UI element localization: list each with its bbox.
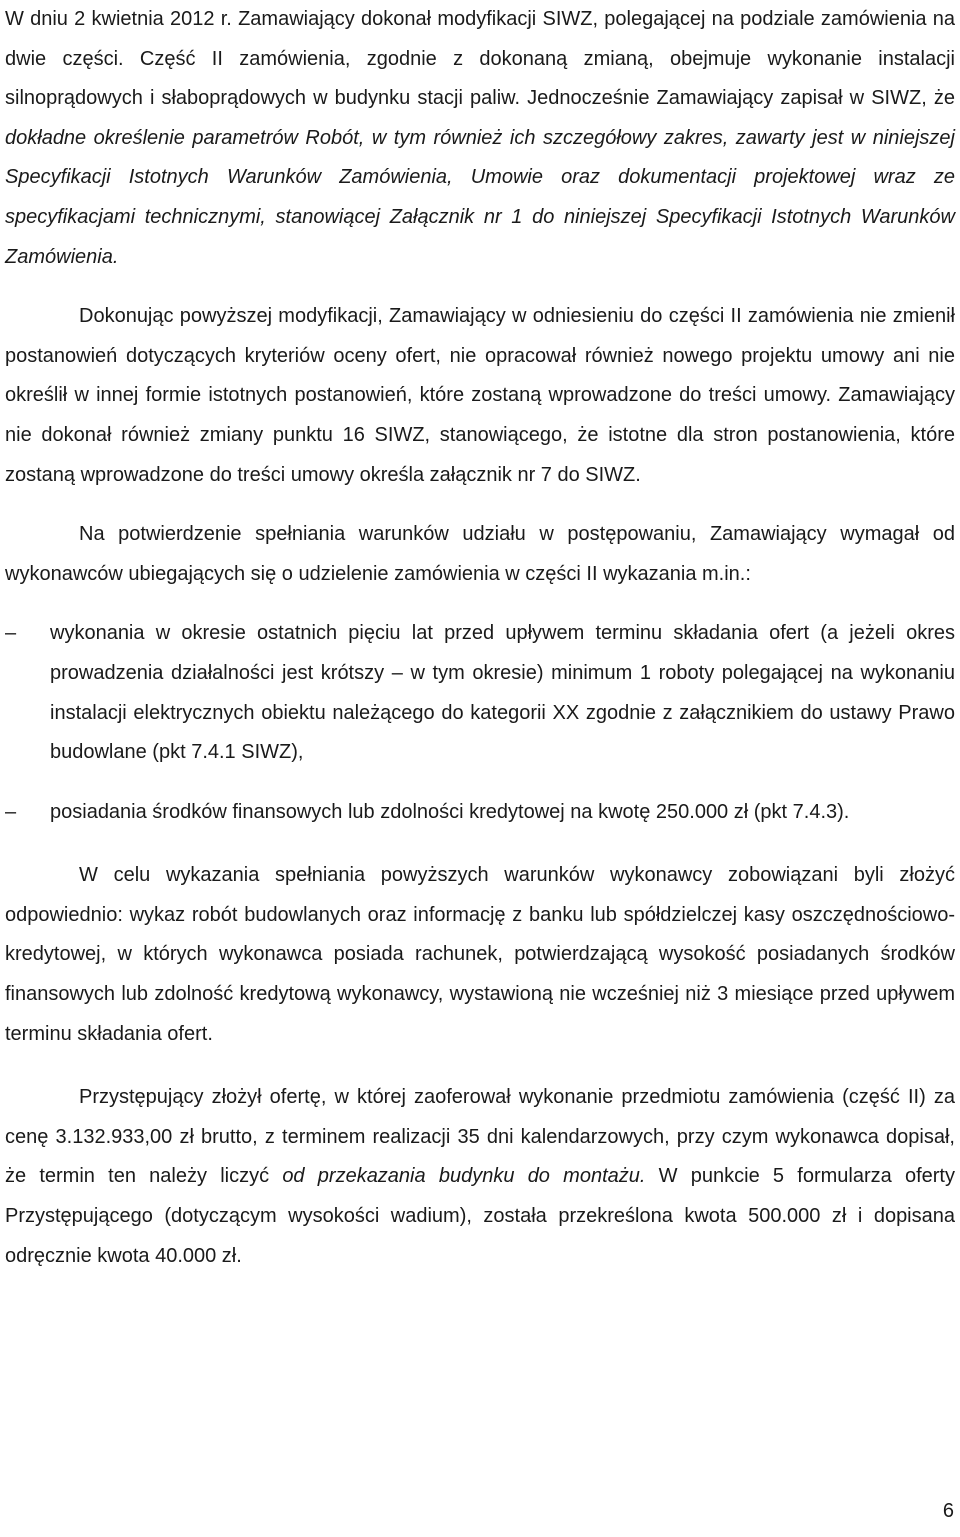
paragraph-4: W celu wykazania spełniania powyższych warunków wykonawcy zobowiązani byli złożyć odpowiednio: wykaz robót budowlanych oraz informację z banku lub spółdzielczej kasy oszczędnościowo-kredytowej, w których wykonawca posiada rachunek, potwierdzającą wysokość posiadanych środków finansowych lub zdolność kredytową wykonawcy, wystawioną nie wcześniej niż 3 miesiące przed upływem terminu składania ofert. [5, 864, 955, 1045]
paragraph-1-text: W dniu 2 kwietnia 2012 r. Zamawiający dokonał modyfikacji SIWZ, polegającej na podziale zamówienia na dwie części. Część II zamówienia, zgodnie z dokonaną zmianą, obejmuje wykonanie instalacji silnoprądowych i słaboprądowych w budynku stacji paliw. Jednocześnie Zamawiający zapisał w SIWZ, że [5, 8, 955, 110]
paragraph-5-text-end: W punkcie 5 formularza oferty Przystępującego (dotyczącym wysokości wadium), została przekreślona kwota 500.000 zł i dopisana odręcznie kwota 40.000 zł. [5, 1165, 955, 1267]
list-item [5, 793, 955, 833]
list-item-text: posiadania środków finansowych lub zdolności kredytowej na kwotę 250.000 zł (pkt 7.4.3). [50, 800, 850, 823]
paragraph-1-italic-text: dokładne określenie parametrów Robót, w tym również ich szczegółowy zakres, zawarty jest w niniejszej Specyfikacji Istotnych Warunków Zamówienia, Umowie oraz dokumentacji projektowej wraz ze specyfikacjami technicznymi, stanowiącej Załącznik nr 1 do niniejszej Specyfikacji Istotnych Warunków Zamówienia. [5, 126, 955, 268]
document-page [5, 0, 955, 1276]
list-item-text: wykonania w okresie ostatnich pięciu lat przed upływem terminu składania ofert (a jeżeli okres prowadzenia działalności jest krótszy – w tym okresie) minimum 1 roboty polegającej na wykonaniu instalacji elektrycznych obiektu należącego do kategorii XX zgodnie z załącznikiem do ustawy Prawo budowlane (pkt 7.4.1 SIWZ), [50, 622, 955, 764]
list-item [5, 614, 955, 772]
paragraph-5-italic-text: od przekazania budynku do montażu. [282, 1165, 646, 1188]
paragraph-5-text: Przystępujący złożył ofertę, w której zaoferował wykonanie przedmiotu zamówienia (część II) za cenę 3.132.933,00 zł brutto, z terminem realizacji 35 dni kalendarzowych, przy czym wykonawca dopisał, że termin ten należy liczyć [5, 1086, 955, 1188]
paragraph-3: Na potwierdzenie spełniania warunków udziału w postępowaniu, Zamawiający wymagał od wykonawców ubiegających się o udzielenie zamówienia w części II wykazania m.in.: [5, 523, 955, 585]
paragraph-5 [5, 1078, 955, 1276]
dash-bullet: – [5, 622, 17, 645]
page-number: 6 [942, 1500, 954, 1522]
dash-bullet: – [5, 800, 17, 823]
paragraph-1 [5, 0, 955, 277]
paragraph-2: Dokonując powyższej modyfikacji, Zamawiający w odniesieniu do części II zamówienia nie zmienił postanowień dotyczących kryteriów oceny ofert, nie opracował również nowego projektu umowy ani nie określił w innej formie istotnych postanowień, które zostaną wprowadzone do treści umowy. Zamawiający nie dokonał również zmiany punktu 16 SIWZ, stanowiącego, że istotne dla stron postanowienia, które zostaną wprowadzone do treści umowy określa załącznik nr 7 do SIWZ. [5, 305, 955, 486]
